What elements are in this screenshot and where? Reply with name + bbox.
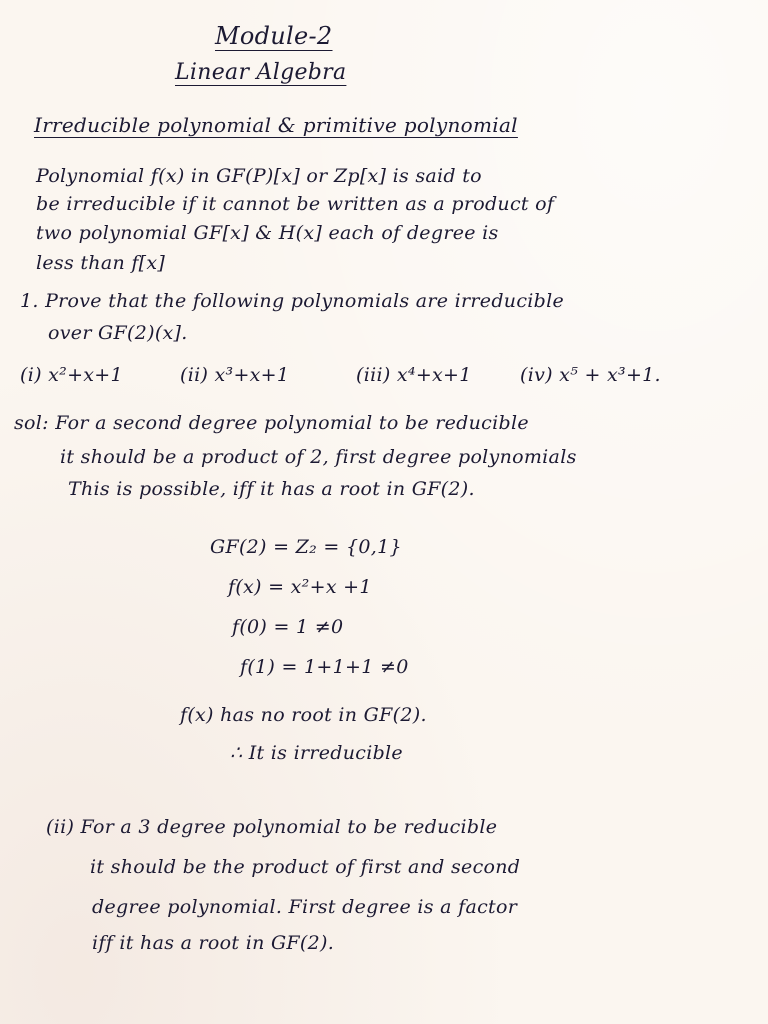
module-title: Module-2 (215, 22, 333, 50)
conclusion: ∴ It is irreducible (230, 742, 403, 764)
work-step: GF(2) = Z₂ = {0,1} (210, 536, 402, 558)
definition-line: two polynomial GF[x] & H(x] each of degree is (36, 222, 499, 244)
part-ii-line: iff it has a root in GF(2). (92, 932, 335, 954)
question-item-iv: (iv) x⁵ + x³+1. (520, 364, 661, 386)
definition-line: Polynomial f(x) in GF(P)[x] or Zp[x] is said to (36, 165, 482, 187)
question-item-ii: (ii) x³+x+1 (180, 364, 290, 386)
work-step: f(0) = 1 ≠0 (232, 616, 344, 638)
work-step: f(1) = 1+1+1 ≠0 (240, 656, 409, 678)
question-line: 1. Prove that the following polynomials are irreducible (20, 290, 565, 312)
question-line: over GF(2)(x]. (48, 322, 188, 344)
part-ii-line: degree polynomial. First degree is a factor (92, 896, 518, 918)
solution-line: This is possible, iff it has a root in GF(2). (68, 478, 475, 500)
work-step: f(x) has no root in GF(2). (180, 704, 427, 726)
definition-line: less than f[x] (36, 252, 166, 274)
solution-line: it should be a product of 2, first degree polynomials (60, 446, 577, 468)
definition-line: be irreducible if it cannot be written as a product of (36, 193, 555, 215)
work-step: f(x) = x²+x +1 (228, 576, 372, 598)
topic-heading: Irreducible polynomial & primitive polynomial (34, 113, 518, 137)
solution-line: sol: For a second degree polynomial to be reducible (14, 412, 529, 434)
part-ii-line: (ii) For a 3 degree polynomial to be reducible (46, 816, 498, 838)
part-ii-line: it should be the product of first and second (90, 856, 521, 878)
question-item-i: (i) x²+x+1 (20, 364, 123, 386)
subject-title: Linear Algebra (175, 60, 347, 85)
question-item-iii: (iii) x⁴+x+1 (356, 364, 472, 386)
